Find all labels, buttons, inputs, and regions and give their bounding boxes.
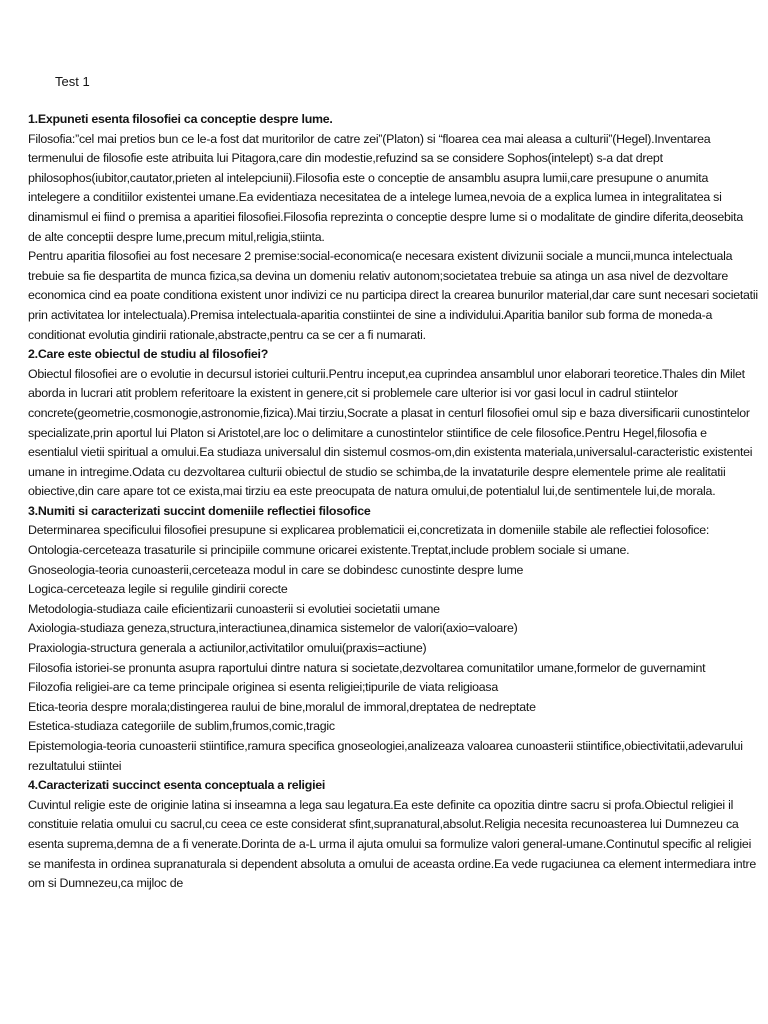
paragraph: Pentru aparitia filosofiei au fost necesare 2 premise:social-economica(e necesara existent divizunii sociale a muncii,munca intelectuala trebuie sa fie despartita de munca fizica,sa devina un domeniu relativ autonom;societatea trebuie sa atinga un asa nivel de dezvoltare economica cind ea poate conditiona existent unor indivizi ce nu participa direct la crearea bunurilor material,dar care sunt necesari societatii prin activitatea lor intelectuala).Premisa intelectuala-aparitia constiintei de sine a individului.Aparitia banilor sub forma de moneda-a conditionat evolutia gindirii rationale,abstracte,pentru ca se cer a fi numarati. — [28, 249, 758, 342]
paragraph: Filozofia religiei-are ca teme principale originea si esenta religiei;tipurile de viata religioasa — [28, 680, 499, 695]
paragraph: Estetica-studiaza categoriile de sublim,frumos,comic,tragic — [28, 719, 335, 734]
paragraph: Axiologia-studiaza geneza,structura,interactiunea,dinamica sistemelor de valori(axio=valoare) — [28, 621, 518, 636]
paragraph: Filosofia:”cel mai pretios bun ce le-a fost dat muritorilor de catre zei”(Platon) si “floarea cea mai aleasa a culturii”(Hegel).Inventarea termenului de filosofie este atribuita lui Pitagora,care din modestie,refuzind sa se considere Sophos(intelept) s-a dat drept philosophos(iubitor,cautator,prieten al intelepciunii).Filosofia este o conceptie de ansamblu asupra lumii,care presupune o anumita intelegere a conditiilor existentei umane.Ea evidentiaza necesitatea de a intelege lumea,nevoia de a explica lumea in integralitatea si dinamismul ei fiind o premisa a aparitiei filosofiei.Filosofia reprezinta o conceptie despre lume si o modalitate de gindire diferita,deosebita de alte conceptii despre lume,precum mitul,religia,stiinta. — [28, 131, 743, 244]
paragraph: Metodologia-studiaza caile eficientizarii cunoasterii si evolutiei societatii umane — [28, 601, 440, 616]
paragraph: Gnoseologia-teoria cunoasterii,cerceteaza modul in care se dobindesc cunostinte despre lume — [28, 562, 524, 577]
question-heading: 2.Care este obiectul de studiu al filosofiei? — [28, 347, 269, 362]
question-heading: 3.Numiti si caracterizati succint domeniile reflectiei filosofice — [28, 503, 371, 518]
test-title: Test 1 — [55, 74, 90, 89]
paragraph: Determinarea specificului filosofiei presupune si explicarea problematicii ei,concretizata in domeniile stabile ale reflectiei folosofice: — [28, 523, 710, 538]
paragraph: Cuvintul religie este de originie latina si inseamna a lega sau legatura.Ea este definite ca opozitia dintre sacru si profa.Obiectul religiei il constituie relatia omului cu sacrul,cu ceea ce este considerat sfint,supranatural,absolut.Religia necesita recunoasterea lui Dumnezeu ca esenta suprema,demna de a fi venerate.Dorinta de a-L urma il ajuta omului sa formulize valori general-umane.Continutul specific al religiei se manifesta in ordinea supranaturala si dependent absoluta a omului de aceasta ordine.Ea vede rugaciunea ca element intermediara intre om si Dumnezeu,ca mijloc de — [28, 797, 757, 891]
paragraph: Etica-teoria despre morala;distingerea raului de bine,moralul de immoral,dreptatea de nedreptate — [28, 699, 536, 714]
document-body — [28, 110, 758, 894]
paragraph: Obiectul filosofiei are o evolutie in decursul istoriei culturii.Pentru inceput,ea cuprindea ansamblul unor elaborari teoretice.Thales din Milet aborda in lucrari atit problem referitoare la existent in genere,cit si problemele care ulterior isi vor gasi locul in cadrul stiintelor concrete(geometrie,cosmonogie,astronomie,fizica).Mai tirziu,Socrate a plasat in centurl filosofiei omul sip e baza diversificarii cunostintelor specializate,prin aportul lui Platon si Aristotel,are loc o delimitare a cunostintelor stiintifice de cele filosofice.Pentru Hegel,filosofia e esentialul vietii spiritual a omului.Ea studiaza universalul din sistemul cosmos-om,din existenta materiala,universalul-caracteristic existentei umane in intregime.Odata cu dezvoltarea culturii obiectul de studio se schimba,de la invataturile despre elementele prime ale realitatii obiective,din care apare tot ce exista,mai tirziu ea este preocupata de natura omului,de potentialul lui,de sentimentele lui,de morala. — [28, 366, 753, 499]
paragraph: Logica-cerceteaza legile si regulile gindirii corecte — [28, 582, 288, 597]
paragraph: Ontologia-cerceteaza trasaturile si principiile commune oricarei existente.Treptat,include problem sociale si umane. — [28, 543, 630, 558]
question-heading: 4.Caracterizati succinct esenta conceptuala a religiei — [28, 778, 326, 793]
paragraph: Praxiologia-structura generala a actiunilor,activitatilor omului(praxis=actiune) — [28, 641, 427, 656]
paragraph: Epistemologia-teoria cunoasterii stiintifice,ramura specifica gnoseologiei,analizeaza valoarea cunoasterii stiintifice,obiectivitatii,adevarului rezultatului stiintei — [28, 739, 743, 773]
question-heading: 1.Expuneti esenta filosofiei ca conceptie despre lume. — [28, 112, 333, 126]
paragraph: Filosofia istoriei-se pronunta asupra raportului dintre natura si societate,dezvoltarea comunitatilor umane,formelor de guvernamint — [28, 660, 706, 675]
